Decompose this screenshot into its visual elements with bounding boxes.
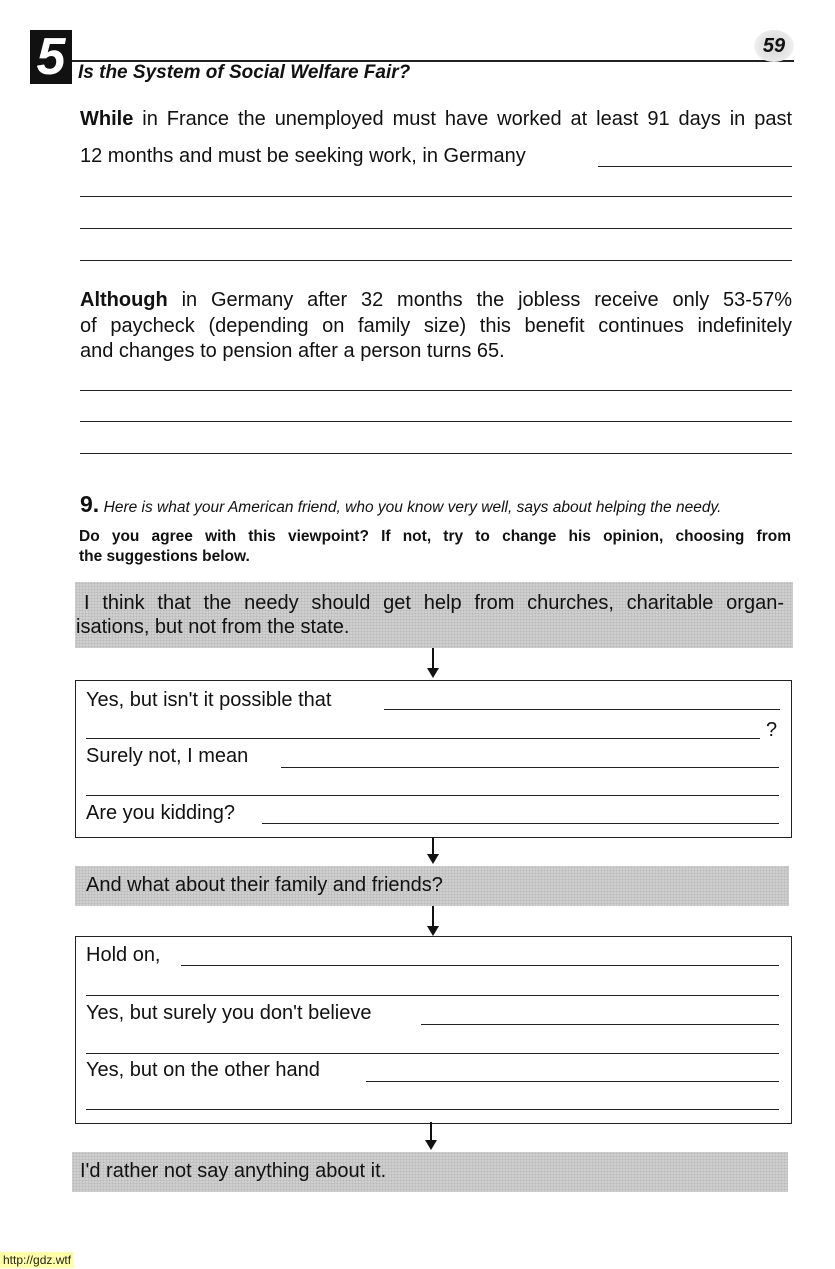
statement1-text1: I think that the needy should get help from churches, charitable organ- — [84, 592, 784, 614]
box1-prompt1: Yes, but isn't it possible that — [86, 689, 332, 711]
answer-line[interactable] — [86, 1109, 779, 1110]
exercise-instruction: Here is what your American friend, who you know very well, says about helping the needy. — [103, 499, 722, 516]
paragraph1-line1-text: in France the unemployed must have worked at least 91 days in past — [142, 108, 792, 130]
answer-line[interactable] — [598, 166, 792, 167]
box1-prompt3: Are you kidding? — [86, 802, 235, 824]
down-arrow-icon — [432, 906, 434, 934]
answer-line[interactable] — [80, 453, 792, 454]
exercise-question-text1: Do you agree with this viewpoint? If not, try to change his opinion, choosing from — [79, 528, 791, 545]
response-box-2 — [75, 936, 792, 1124]
paragraph2-line1-text: in Germany after 32 months the jobless receive only 53-57% — [181, 289, 792, 311]
answer-line[interactable] — [80, 260, 792, 261]
statement2-line — [86, 874, 798, 897]
statement2-text: And what about their family and friends? — [86, 874, 443, 896]
answer-line[interactable] — [366, 1081, 779, 1082]
box1-prompt2: Surely not, I mean — [86, 745, 249, 767]
answer-line[interactable] — [80, 421, 792, 422]
paragraph1-line2 — [80, 145, 526, 168]
down-arrow-icon — [432, 838, 434, 862]
box2-prompt2: Yes, but surely you don't believe — [86, 1002, 372, 1024]
answer-line[interactable] — [421, 1024, 779, 1025]
box2-prompt1: Hold on, — [86, 944, 161, 966]
answer-line[interactable] — [86, 1053, 779, 1054]
answer-line[interactable] — [86, 995, 779, 996]
paragraph2-lead: Although — [80, 289, 168, 311]
answer-line[interactable] — [384, 709, 780, 710]
paragraph1-lead: While — [80, 108, 134, 130]
watermark-link[interactable]: http://gdz.wtf — [0, 1252, 74, 1268]
answer-line[interactable] — [262, 823, 779, 824]
exercise-question-text2: the suggestions below. — [79, 548, 250, 565]
exercise-number: 9. — [80, 491, 100, 517]
unit-number-badge: 5 — [30, 30, 72, 84]
box1-question-mark: ? — [766, 719, 778, 741]
paragraph2-line2-text: of paycheck (depending on family size) this benefit continues indefinitely — [80, 315, 792, 337]
answer-line[interactable] — [281, 767, 779, 768]
response-box-1 — [75, 680, 792, 838]
answer-line[interactable] — [181, 965, 779, 966]
answer-line[interactable] — [80, 228, 792, 229]
answer-line[interactable] — [80, 390, 792, 391]
paragraph2-line3 — [80, 340, 792, 363]
paragraph2-line2 — [80, 315, 792, 338]
statement1-line1 — [84, 592, 784, 615]
chapter-title: Is the System of Social Welfare Fair? — [78, 62, 411, 83]
statement1-text2: isations, but not from the state. — [76, 616, 350, 638]
page-number: 59 — [754, 30, 794, 62]
paragraph1-line1 — [80, 108, 792, 131]
statement3-line — [80, 1160, 792, 1183]
answer-line[interactable] — [86, 795, 779, 796]
down-arrow-icon — [430, 1122, 432, 1148]
exercise-question-line1 — [79, 528, 791, 546]
exercise-heading — [80, 491, 721, 518]
answer-line[interactable] — [80, 196, 792, 197]
paragraph2-line1 — [80, 289, 792, 312]
box2-prompt3: Yes, but on the other hand — [86, 1059, 320, 1081]
exercise-question-line2 — [79, 548, 791, 566]
down-arrow-icon — [432, 648, 434, 676]
statement3-text: I'd rather not say anything about it. — [80, 1160, 387, 1182]
statement1-line2 — [76, 616, 788, 639]
answer-line[interactable] — [86, 738, 760, 739]
paragraph1-line2-text: 12 months and must be seeking work, in Germany — [80, 145, 526, 167]
paragraph2-line3-text: and changes to pension after a person turns 65. — [80, 340, 505, 362]
